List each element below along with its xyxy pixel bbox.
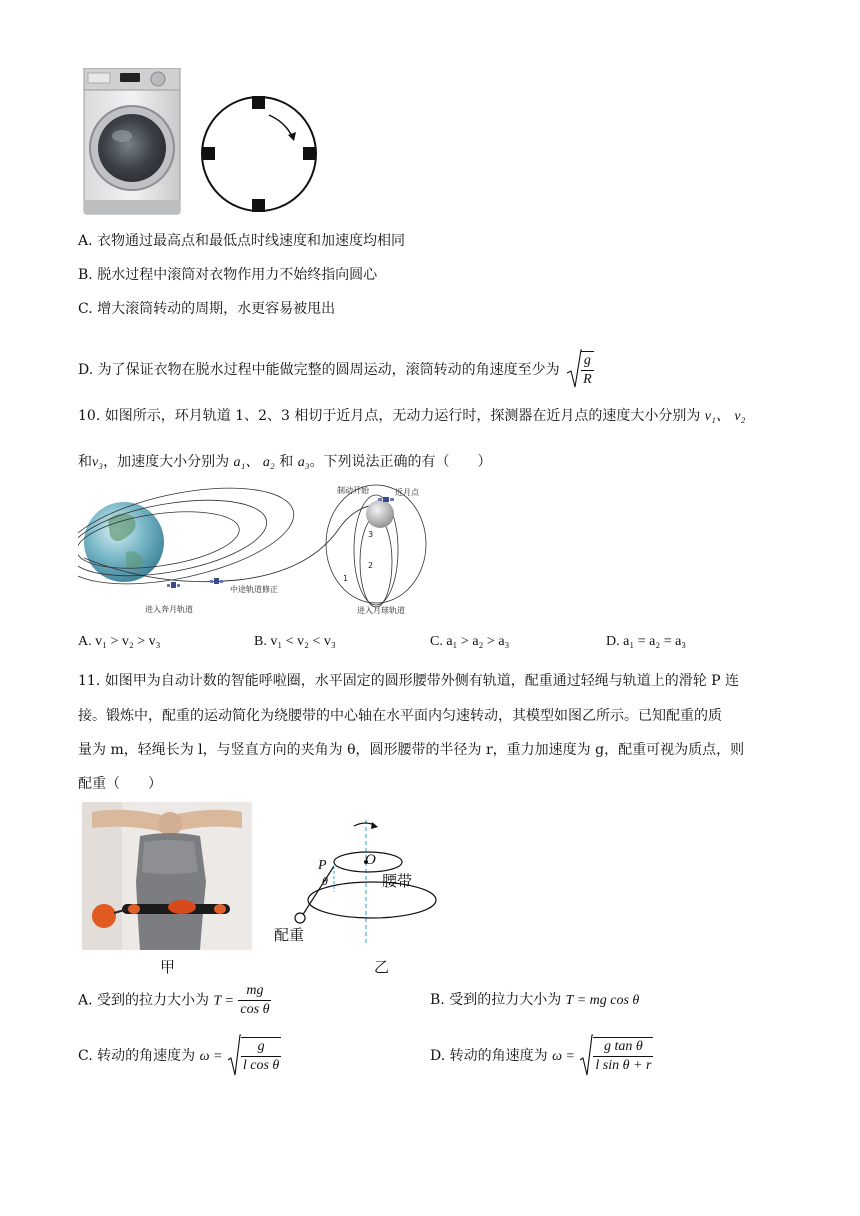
- q11-option-c-lhs: ω =: [199, 1049, 223, 1064]
- label-enter-transfer: 进入奔月轨道: [145, 605, 193, 614]
- q10-option-d: D. a₁ = a₂ = a₃: [606, 634, 687, 649]
- sqrt-expression: [227, 1034, 281, 1078]
- label-enter-lunar: 进入月球轨道: [357, 606, 405, 615]
- orbit-label-2: 2: [368, 561, 374, 570]
- q11-stem-line4: 配重（ ）: [78, 776, 162, 792]
- label-theta: θ: [322, 874, 328, 888]
- sqrt-expression: [579, 1034, 653, 1078]
- q10-a1-a2: a₁、 a₂: [233, 455, 275, 470]
- label-brake-start: 制动开始: [337, 486, 369, 495]
- q11-option-b-expr: T = mg cos θ: [565, 993, 640, 1008]
- q11-stem-line1: 11. 如图甲为自动计数的智能呼啦圈，水平固定的圆形腰带外侧有轨道，配重通过轻绳与轨道上的滑轮 P 连: [78, 673, 740, 689]
- q9-option-a: A. 衣物通过最高点和最低点时线速度和加速度均相同: [78, 233, 406, 249]
- fraction-denominator: l cos θ: [242, 1058, 280, 1073]
- q10-v2: v₂: [734, 409, 746, 424]
- q10-and: 和: [279, 454, 294, 470]
- q10-text-1: 10. 如图所示，环月轨道 1、2、3 相切于近月点，无动力运行时，探测器在近月点的速度大小分别为: [78, 408, 701, 424]
- fraction-numerator: g tan θ: [593, 1038, 653, 1057]
- q10-v3: v₃: [92, 455, 104, 470]
- label-perilune: 近月点: [395, 488, 419, 497]
- q11-option-a-lhs: T =: [213, 993, 234, 1009]
- q10-option-b: B. v₁ < v₂ < v₃: [254, 634, 336, 649]
- figure-caption-yi: 乙: [374, 958, 390, 976]
- q11-option-a: [78, 982, 271, 1019]
- hula-hoop-photo: [82, 802, 252, 950]
- drum-diagram: [197, 93, 321, 217]
- sqrt-numerator: g: [581, 352, 594, 371]
- q11-stem-line3: 量为 m，轻绳长为 l，与竖直方向的夹角为 θ，圆形腰带的半径为 r，重力加速度为 g，配重可视为质点，则: [78, 742, 745, 758]
- orbit-label-3: 3: [368, 530, 374, 539]
- q10-a3: a₃: [297, 455, 310, 470]
- fraction-denominator: cos θ: [240, 1002, 270, 1017]
- q10-text-2c: 。下列说法正确的有（ ）: [309, 454, 492, 470]
- q9-option-c: C. 增大滚筒转动的周期，水更容易被甩出: [78, 301, 336, 317]
- figure-caption-jia: 甲: [160, 958, 176, 976]
- q11-option-b-text: B. 受到的拉力大小为: [430, 992, 562, 1008]
- q9-option-d-text: D. 为了保证衣物在脱水过程中能做完整的圆周运动，滚筒转动的角速度至少为: [78, 362, 560, 378]
- q10-v1: v₁、: [704, 409, 730, 424]
- q11-option-d-text: D. 转动的角速度为: [430, 1048, 548, 1064]
- q10-option-c: C. a₁ > a₂ > a₃: [430, 634, 510, 649]
- q11-stem-line2: 接。锻炼中，配重的运动简化为绕腰带的中心轴在水平面内匀速转动，其模型如图乙所示。已知配重的质: [78, 708, 722, 724]
- fraction-numerator: g: [241, 1038, 281, 1057]
- label-midcourse: 中途轨道修正: [230, 585, 278, 594]
- fraction-denominator: l sin θ + r: [595, 1058, 652, 1073]
- q9-option-d: [78, 349, 594, 391]
- q10-text-2b: ，加速度大小分别为: [103, 454, 230, 470]
- q10-text-2a: 和: [78, 454, 92, 470]
- label-counterweight: 配重: [274, 926, 305, 944]
- label-O: O: [365, 852, 376, 868]
- q11-option-a-fraction: [238, 982, 271, 1019]
- q11-option-b: [430, 990, 639, 1011]
- sqrt-denominator: R: [583, 372, 592, 387]
- q11-option-a-text: A. 受到的拉力大小为: [78, 992, 210, 1009]
- fraction-numerator: mg: [238, 982, 271, 1001]
- washing-machine-image: [82, 68, 182, 216]
- q10-stem-line1: [78, 406, 745, 427]
- q10-option-a: A. v₁ > v₂ > v₃: [78, 634, 161, 649]
- q11-option-c-text: C. 转动的角速度为: [78, 1048, 196, 1064]
- q9-option-b: B. 脱水过程中滚筒对衣物作用力不始终指向圆心: [78, 267, 378, 283]
- q11-option-c: [78, 1034, 281, 1078]
- label-belt: 腰带: [382, 872, 413, 890]
- q11-option-d-lhs: ω =: [552, 1049, 575, 1064]
- q10-stem-line2: [78, 452, 492, 473]
- orbit-label-1: 1: [343, 574, 349, 583]
- label-P: P: [318, 858, 327, 873]
- sqrt-g-over-r: [566, 349, 594, 391]
- lunar-orbit-diagram: [78, 480, 450, 620]
- q11-option-d: [430, 1034, 653, 1078]
